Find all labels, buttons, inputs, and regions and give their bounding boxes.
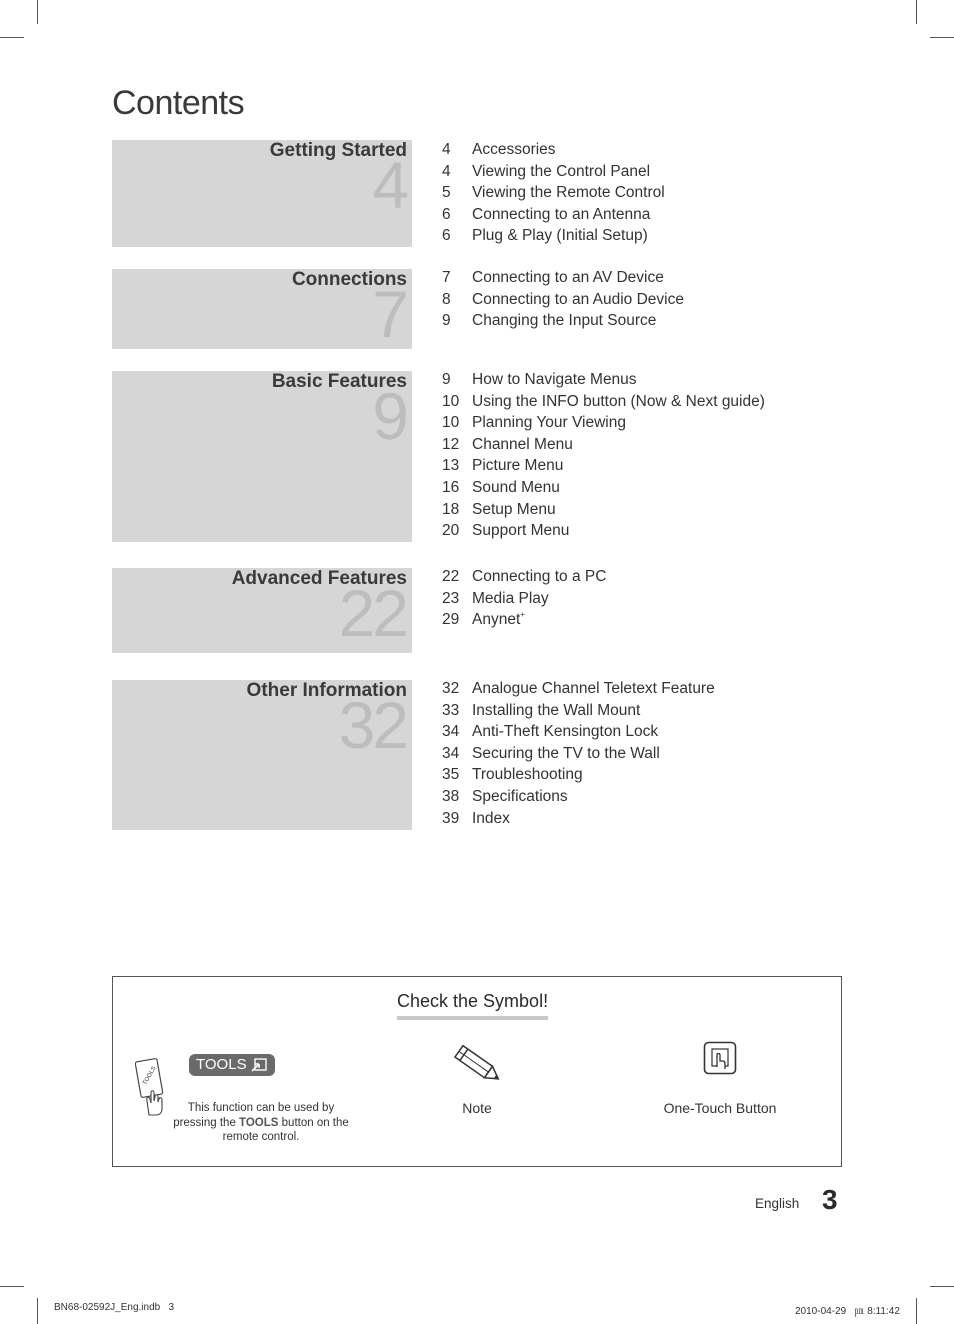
toc-label-text: Anynet — [472, 611, 521, 629]
tools-caption — [171, 1101, 351, 1145]
toc-page-number: 32 — [442, 680, 460, 697]
toc-page-number: 8 — [442, 290, 451, 308]
toc-list-other-information — [442, 678, 715, 829]
section-box-getting-started — [112, 140, 412, 247]
crop-mark — [930, 1286, 954, 1287]
tools-caption-text: This function can be used by pressing the — [173, 1102, 335, 1129]
toc-page-number: 29 — [442, 611, 460, 629]
toc-item[interactable] — [442, 678, 715, 700]
note-caption: Note — [462, 1100, 492, 1116]
section-box-basic-features — [112, 371, 412, 542]
tools-caption-bold: TOOLS — [239, 1116, 279, 1129]
section-number: 4 — [372, 148, 406, 222]
toc-item[interactable] — [442, 588, 606, 610]
toc-page-number: 22 — [442, 568, 460, 585]
toc-label: Viewing the Control Panel — [472, 162, 651, 180]
section-title: Other Information — [246, 680, 407, 701]
toc-item[interactable] — [442, 764, 715, 786]
toc-label: Index — [472, 809, 510, 827]
toc-page-number: 16 — [442, 478, 460, 496]
footer-page-number: 3 — [822, 1184, 838, 1215]
toc-label: Channel Menu — [472, 435, 573, 453]
toc-label: How to Navigate Menus — [472, 371, 637, 388]
toc-item[interactable] — [442, 786, 715, 808]
toc-item[interactable] — [442, 477, 765, 499]
section-title: Connections — [291, 269, 407, 290]
toc-label: Planning Your Viewing — [472, 414, 626, 432]
tools-touch-icon — [250, 1057, 268, 1073]
section-title: Basic Features — [271, 371, 407, 392]
toc-item[interactable] — [442, 139, 665, 161]
toc-page-number: 34 — [442, 744, 460, 762]
toc-page-number: 12 — [442, 435, 460, 453]
toc-page-number: 34 — [442, 723, 460, 741]
toc-label: Connecting to an Antenna — [472, 205, 651, 223]
tools-caption-text-end: button on the remote control. — [222, 1116, 349, 1143]
section-number: 9 — [372, 379, 406, 453]
toc-item[interactable] — [442, 391, 765, 413]
section-box-other-information — [112, 680, 412, 830]
toc-item[interactable] — [442, 161, 665, 183]
toc-item[interactable] — [442, 566, 606, 588]
toc-label: Troubleshooting — [472, 766, 583, 784]
toc-label: Connecting to a PC — [472, 568, 607, 585]
toc-item[interactable] — [442, 225, 665, 247]
section-number: 7 — [372, 277, 406, 349]
toc-label: Picture Menu — [472, 457, 564, 475]
toc-page-number: 39 — [442, 809, 460, 827]
toc-label: Specifications — [472, 787, 568, 805]
toc-item[interactable] — [442, 182, 665, 204]
one-touch-caption: One-Touch Button — [663, 1100, 777, 1116]
toc-item[interactable] — [442, 455, 765, 477]
toc-page-number: 10 — [442, 392, 460, 410]
hand-icon-label: TOOLS — [142, 1065, 158, 1087]
note-pencil-icon — [449, 1043, 505, 1085]
toc-page-number: 4 — [442, 141, 451, 158]
toc-list-advanced-features — [442, 566, 606, 631]
crop-mark — [37, 0, 38, 24]
check-symbol-box — [112, 976, 842, 1167]
toc-item[interactable] — [442, 609, 606, 631]
toc-label: Support Menu — [472, 522, 570, 540]
toc-page-number: 4 — [442, 162, 451, 180]
toc-page-number: 7 — [442, 269, 451, 286]
section-box-connections — [112, 269, 412, 349]
toc-label: Connecting to an AV Device — [472, 269, 664, 286]
section-number: 32 — [338, 688, 406, 762]
section-title: Advanced Features — [231, 568, 407, 589]
one-touch-button-icon — [703, 1041, 737, 1077]
toc-label: Changing the Input Source — [472, 312, 657, 330]
toc-page-number: 23 — [442, 589, 460, 607]
crop-mark — [916, 0, 917, 24]
toc-label: Installing the Wall Mount — [472, 701, 641, 719]
toc-page-number: 5 — [442, 184, 451, 202]
toc-label: Securing the TV to the Wall — [472, 744, 660, 762]
toc-page-number: 38 — [442, 787, 460, 805]
toc-page-number: 9 — [442, 371, 451, 388]
print-slug-right: 2010-04-29 ㏘ 8:11:42 — [795, 1306, 900, 1317]
toc-label: Viewing the Remote Control — [472, 184, 665, 202]
toc-label: Anti-Theft Kensington Lock — [472, 723, 659, 741]
toc-label: Plug & Play (Initial Setup) — [472, 227, 648, 245]
symbol-box-title: Check the Symbol! — [397, 991, 548, 1020]
toc-page-number: 13 — [442, 457, 460, 475]
toc-label: Sound Menu — [472, 478, 560, 496]
crop-mark — [916, 1298, 917, 1324]
toc-item[interactable] — [442, 499, 765, 521]
toc-label-superscript: + — [520, 610, 525, 620]
toc-label: Setup Menu — [472, 500, 556, 518]
section-number: 22 — [338, 576, 406, 650]
footer-language: English — [755, 1196, 800, 1211]
toc-label: Using the INFO button (Now & Next guide) — [472, 392, 765, 410]
crop-mark — [0, 37, 24, 38]
toc-page-number: 6 — [442, 227, 451, 245]
toc-item[interactable] — [442, 310, 684, 332]
toc-item[interactable] — [442, 369, 765, 391]
toc-item[interactable] — [442, 434, 765, 456]
toc-item[interactable] — [442, 721, 715, 743]
tools-badge — [189, 1054, 275, 1076]
section-title: Getting Started — [269, 140, 407, 161]
toc-label: Accessories — [472, 141, 556, 158]
tools-badge-label: TOOLS — [196, 1056, 247, 1073]
toc-page-number: 20 — [442, 522, 460, 540]
crop-mark — [930, 37, 954, 38]
toc-list-connections — [442, 267, 684, 332]
toc-page-number: 10 — [442, 414, 460, 432]
toc-page-number: 18 — [442, 500, 460, 518]
toc-item[interactable] — [442, 520, 765, 542]
toc-page-number: 6 — [442, 205, 451, 223]
section-box-advanced-features — [112, 568, 412, 653]
toc-item[interactable] — [442, 700, 715, 722]
toc-list-basic-features — [442, 369, 765, 542]
toc-item[interactable] — [442, 267, 684, 289]
toc-item[interactable] — [442, 743, 715, 765]
toc-item[interactable] — [442, 289, 684, 311]
toc-item[interactable] — [442, 204, 665, 226]
toc-page-number: 35 — [442, 766, 460, 784]
toc-item[interactable] — [442, 412, 765, 434]
crop-mark — [0, 1286, 24, 1287]
toc-page-number: 9 — [442, 312, 451, 330]
toc-label: Media Play — [472, 589, 549, 607]
toc-label: Connecting to an Audio Device — [472, 290, 684, 308]
print-slug-left: BN68-02592J_Eng.indb 3 — [54, 1302, 175, 1313]
toc-list-getting-started — [442, 139, 665, 247]
toc-label: Analogue Channel Teletext Feature — [472, 680, 715, 697]
crop-mark — [37, 1298, 38, 1324]
hand-pressing-remote-icon — [135, 1057, 169, 1117]
toc-item[interactable] — [442, 808, 715, 830]
toc-label — [472, 609, 525, 631]
toc-page-number: 33 — [442, 701, 460, 719]
page-title: Contents — [112, 84, 245, 122]
